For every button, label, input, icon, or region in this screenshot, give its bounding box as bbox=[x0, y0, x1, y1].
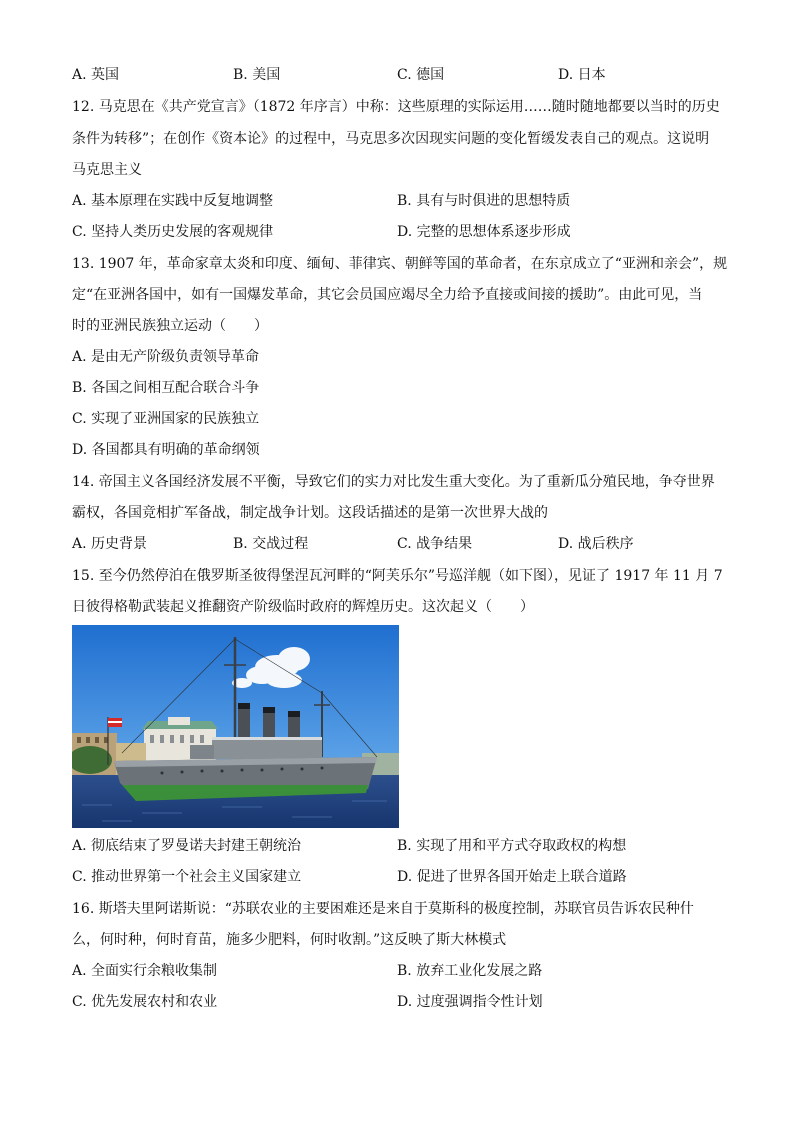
q13-option-d: D. 各国都具有明确的革命纲领 bbox=[72, 442, 260, 458]
q12-option-c: C. 坚持人类历史发展的客观规律 bbox=[72, 224, 274, 240]
q11-option-b: B. 美国 bbox=[233, 67, 281, 83]
q14-option-c: C. 战争结果 bbox=[397, 536, 473, 552]
q11-option-d: D. 日本 bbox=[558, 67, 606, 83]
q16-stem-line: 么，何时种，何时育苗，施多少肥料，何时收割。”这反映了斯大林模式 bbox=[72, 932, 507, 948]
q13-option-a: A. 是由无产阶级负责领导革命 bbox=[72, 349, 260, 365]
q12-option-d: D. 完整的思想体系逐步形成 bbox=[397, 224, 571, 240]
aurora-cruiser-photo bbox=[72, 625, 399, 828]
q13-stem-line: 时的亚洲民族独立运动（ ） bbox=[72, 318, 268, 334]
q15-option-d: D. 促进了世界各国开始走上联合道路 bbox=[397, 869, 627, 885]
q15-stem-line: 日彼得格勒武装起义推翻资产阶级临时政府的辉煌历史。这次起义（ ） bbox=[72, 599, 534, 615]
q16-option-c: C. 优先发展农村和农业 bbox=[72, 994, 218, 1010]
q12-option-b: B. 具有与时俱进的思想特质 bbox=[397, 193, 571, 209]
q14-option-a: A. 历史背景 bbox=[72, 536, 148, 552]
q15-option-b: B. 实现了用和平方式夺取政权的构想 bbox=[397, 838, 627, 854]
q12-stem-line: 12. 马克思在《共产党宣言》（1872 年序言）中称：这些原理的实际运用……随时随地都要以当时的历史 bbox=[72, 99, 720, 115]
q11-option-c: C. 德国 bbox=[397, 67, 445, 83]
q11-option-a: A. 英国 bbox=[72, 67, 120, 83]
q15-stem-line: 15. 至今仍然停泊在俄罗斯圣彼得堡涅瓦河畔的“阿芙乐尔”号巡洋舰（如下图），见证了 1917 年 11 月 7 bbox=[72, 568, 723, 584]
q12-stem-line: 马克思主义 bbox=[72, 162, 142, 178]
q13-stem-line: 定“在亚洲各国中，如有一国爆发革命，其它会员国应竭尽全力给予直接或间接的援助”。由此可见，当 bbox=[72, 287, 703, 303]
q16-option-d: D. 过度强调指令性计划 bbox=[397, 994, 543, 1010]
q14-option-b: B. 交战过程 bbox=[233, 536, 309, 552]
q15-option-a: A. 彻底结束了罗曼诺夫封建王朝统治 bbox=[72, 838, 302, 854]
q13-option-b: B. 各国之间相互配合联合斗争 bbox=[72, 380, 260, 396]
q16-option-a: A. 全面实行余粮收集制 bbox=[72, 963, 218, 979]
q16-option-b: B. 放弃工业化发展之路 bbox=[397, 963, 543, 979]
q15-option-c: C. 推动世界第一个社会主义国家建立 bbox=[72, 869, 302, 885]
q13-option-c: C. 实现了亚洲国家的民族独立 bbox=[72, 411, 260, 427]
q16-stem-line: 16. 斯塔夫里阿诺斯说：“苏联农业的主要困难还是来自于莫斯科的极度控制，苏联官员告诉农民种什 bbox=[72, 901, 694, 917]
q14-stem-line: 14. 帝国主义各国经济发展不平衡，导致它们的实力对比发生重大变化。为了重新瓜分殖民地，争夺世界 bbox=[72, 474, 715, 490]
q14-stem-line: 霸权，各国竞相扩军备战，制定战争计划。这段话描述的是第一次世界大战的 bbox=[72, 505, 548, 521]
q13-stem-line: 13. 1907 年，革命家章太炎和印度、缅甸、菲律宾、朝鲜等国的革命者，在东京成立了“亚洲和亲会”，规 bbox=[72, 256, 728, 272]
q12-option-a: A. 基本原理在实践中反复地调整 bbox=[72, 193, 274, 209]
q12-stem-line: 条件为转移”；在创作《资本论》的过程中，马克思多次因现实问题的变化暂缓发表自己的观点。这说明 bbox=[72, 131, 710, 147]
q14-option-d: D. 战后秩序 bbox=[558, 536, 634, 552]
